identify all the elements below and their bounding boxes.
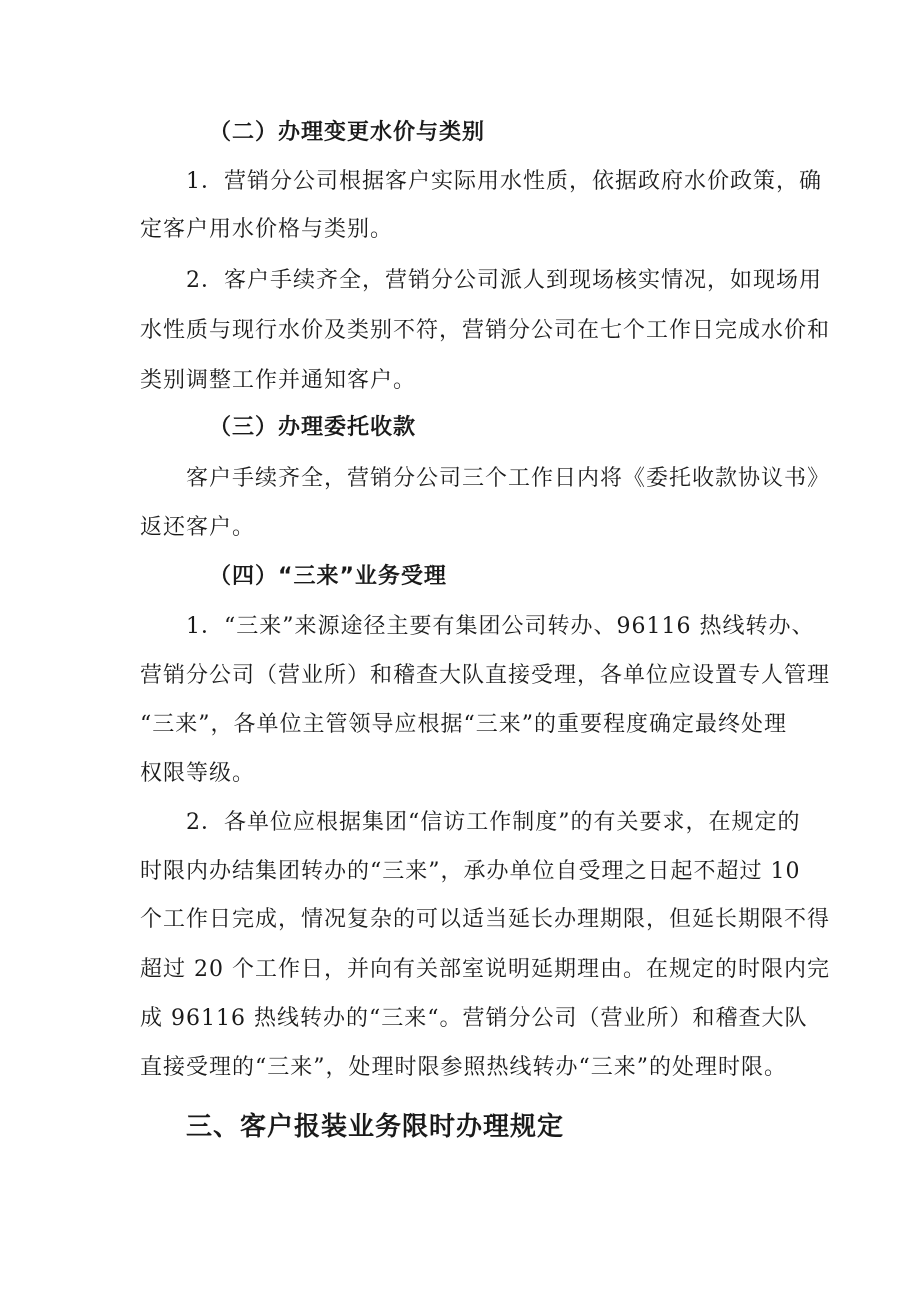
paragraph-line: 返还客户。 bbox=[140, 515, 256, 540]
paragraph-line: 成 96116 热线转办的“三来“。营销分公司（营业所）和稽查大队 bbox=[140, 1006, 808, 1031]
paragraph-line: 类别调整工作并通知客户。 bbox=[140, 368, 417, 393]
paragraph-line: 个工作日完成，情况复杂的可以适当延长办理期限，但延长期限不得 bbox=[140, 907, 831, 932]
paragraph-line: 水性质与现行水价及类别不符，营销分公司在七个工作日完成水价和 bbox=[140, 318, 831, 343]
paragraph-line: 定客户用水价格与类别。 bbox=[140, 217, 394, 242]
paragraph-line: 时限内办结集团转办的“三来”，承办单位自受理之日起不超过 10 bbox=[140, 859, 801, 884]
subsection-heading-2: （二）办理变更水价与类别 bbox=[209, 120, 486, 145]
paragraph-line: “三来”，各单位主管领导应根据“三来”的重要程度确定最终处理 bbox=[140, 712, 787, 737]
paragraph-line: 权限等级。 bbox=[140, 761, 256, 786]
paragraph-line: 超过 20 个工作日，并向有关部室说明延期理由。在规定的时限内完 bbox=[140, 957, 830, 982]
paragraph-line: 客户手续齐全，营销分公司三个工作日内将《委托收款协议书》 bbox=[186, 466, 831, 491]
paragraph-line: 1．营销分公司根据客户实际用水性质，依据政府水价政策，确 bbox=[186, 169, 822, 194]
paragraph-line: 2．客户手续齐全，营销分公司派人到现场核实情况，如现场用 bbox=[186, 268, 822, 293]
paragraph-line: 1．“三来”来源途径主要有集团公司转办、96116 热线转办、 bbox=[186, 614, 815, 639]
subsection-heading-4: （四）“三来”业务受理 bbox=[209, 564, 447, 589]
paragraph-line: 直接受理的“三来”，处理时限参照热线转办“三来”的处理时限。 bbox=[140, 1055, 787, 1080]
section-title: 三、客户报装业务限时办理规定 bbox=[186, 1112, 565, 1142]
subsection-heading-3: （三）办理委托收款 bbox=[209, 415, 417, 440]
paragraph-line: 2．各单位应根据集团“信访工作制度”的有关要求，在规定的 bbox=[186, 810, 801, 835]
paragraph-line: 营销分公司（营业所）和稽查大队直接受理，各单位应设置专人管理 bbox=[140, 663, 831, 688]
